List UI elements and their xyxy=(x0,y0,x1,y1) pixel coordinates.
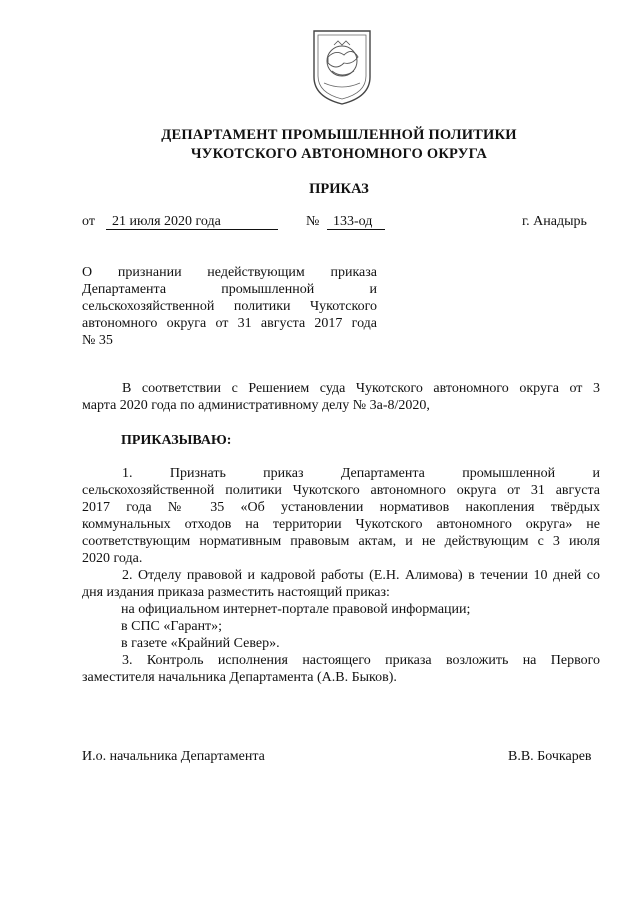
document-place: г. Анадырь xyxy=(522,214,587,229)
order-word: ПРИКАЗЫВАЮ: xyxy=(121,433,232,448)
item-line: заместителя начальника Департамента (А.В. Быков). xyxy=(82,670,397,685)
preamble xyxy=(82,380,600,414)
subject-line: Департамента промышленной и xyxy=(82,282,377,297)
document-number-value: 133-од xyxy=(327,214,385,230)
signatory-name: В.В. Бочкарев xyxy=(508,749,592,764)
organization-name-line-1: ДЕПАРТАМЕНТ ПРОМЫШЛЕННОЙ ПОЛИТИКИ xyxy=(161,127,517,143)
signatory-position: И.о. начальника Департамента xyxy=(82,749,265,764)
item-line: 2. Отделу правовой и кадровой работы (Е.Н. Алимова) в течении 10 дней со xyxy=(122,568,600,583)
preamble-line: В соответствии с Решением суда Чукотского автономного округа от 3 xyxy=(122,381,600,396)
order-item-2 xyxy=(82,567,600,652)
organization-name-line-2: ЧУКОТСКОГО АВТОНОМНОГО ОКРУГА xyxy=(190,146,488,162)
order-item-3 xyxy=(82,652,600,686)
item-line: 1. Признать приказ Департамента промышленной и xyxy=(122,466,600,481)
document-date-value: 21 июля 2020 года xyxy=(106,214,278,230)
date-prefix: от xyxy=(82,214,95,229)
order-item-1 xyxy=(82,465,600,567)
document-subject xyxy=(82,264,377,349)
item-line: коммунальных отходов на территории Чукотского автономного округа» не xyxy=(82,517,600,532)
subject-line: О признании недействующим приказа xyxy=(82,265,377,280)
item-subline: в газете «Крайний Север». xyxy=(121,636,280,651)
subject-line: автономного округа от 31 августа 2017 года xyxy=(82,316,377,331)
item-line: 3. Контроль исполнения настоящего приказа возложить на Первого xyxy=(122,653,600,668)
subject-line: № 35 xyxy=(82,333,113,348)
subject-line: сельскохозяйственной политики Чукотского xyxy=(82,299,377,314)
item-line: соответствующим нормативным правовым актам, и не действующим с 3 июля xyxy=(82,534,600,549)
item-line: 2017 года № 35 «Об установлении нормативов накопления твёрдых xyxy=(82,500,600,515)
number-prefix: № xyxy=(306,214,320,229)
document-number xyxy=(327,214,385,230)
preamble-line: марта 2020 года по административному делу № 3а-8/2020, xyxy=(82,398,430,413)
item-line: дня издания приказа разместить настоящий приказ: xyxy=(82,585,390,600)
item-subline: на официальном интернет-портале правовой информации; xyxy=(121,602,471,617)
item-line: сельскохозяйственной политики Чукотского автономного округа от 31 августа xyxy=(82,483,600,498)
item-subline: в СПС «Гарант»; xyxy=(121,619,223,634)
document-date xyxy=(106,214,278,230)
item-line: 2020 года. xyxy=(82,551,143,566)
chukotka-coat-of-arms-icon xyxy=(308,27,376,107)
document-type-title: ПРИКАЗ xyxy=(309,181,369,197)
